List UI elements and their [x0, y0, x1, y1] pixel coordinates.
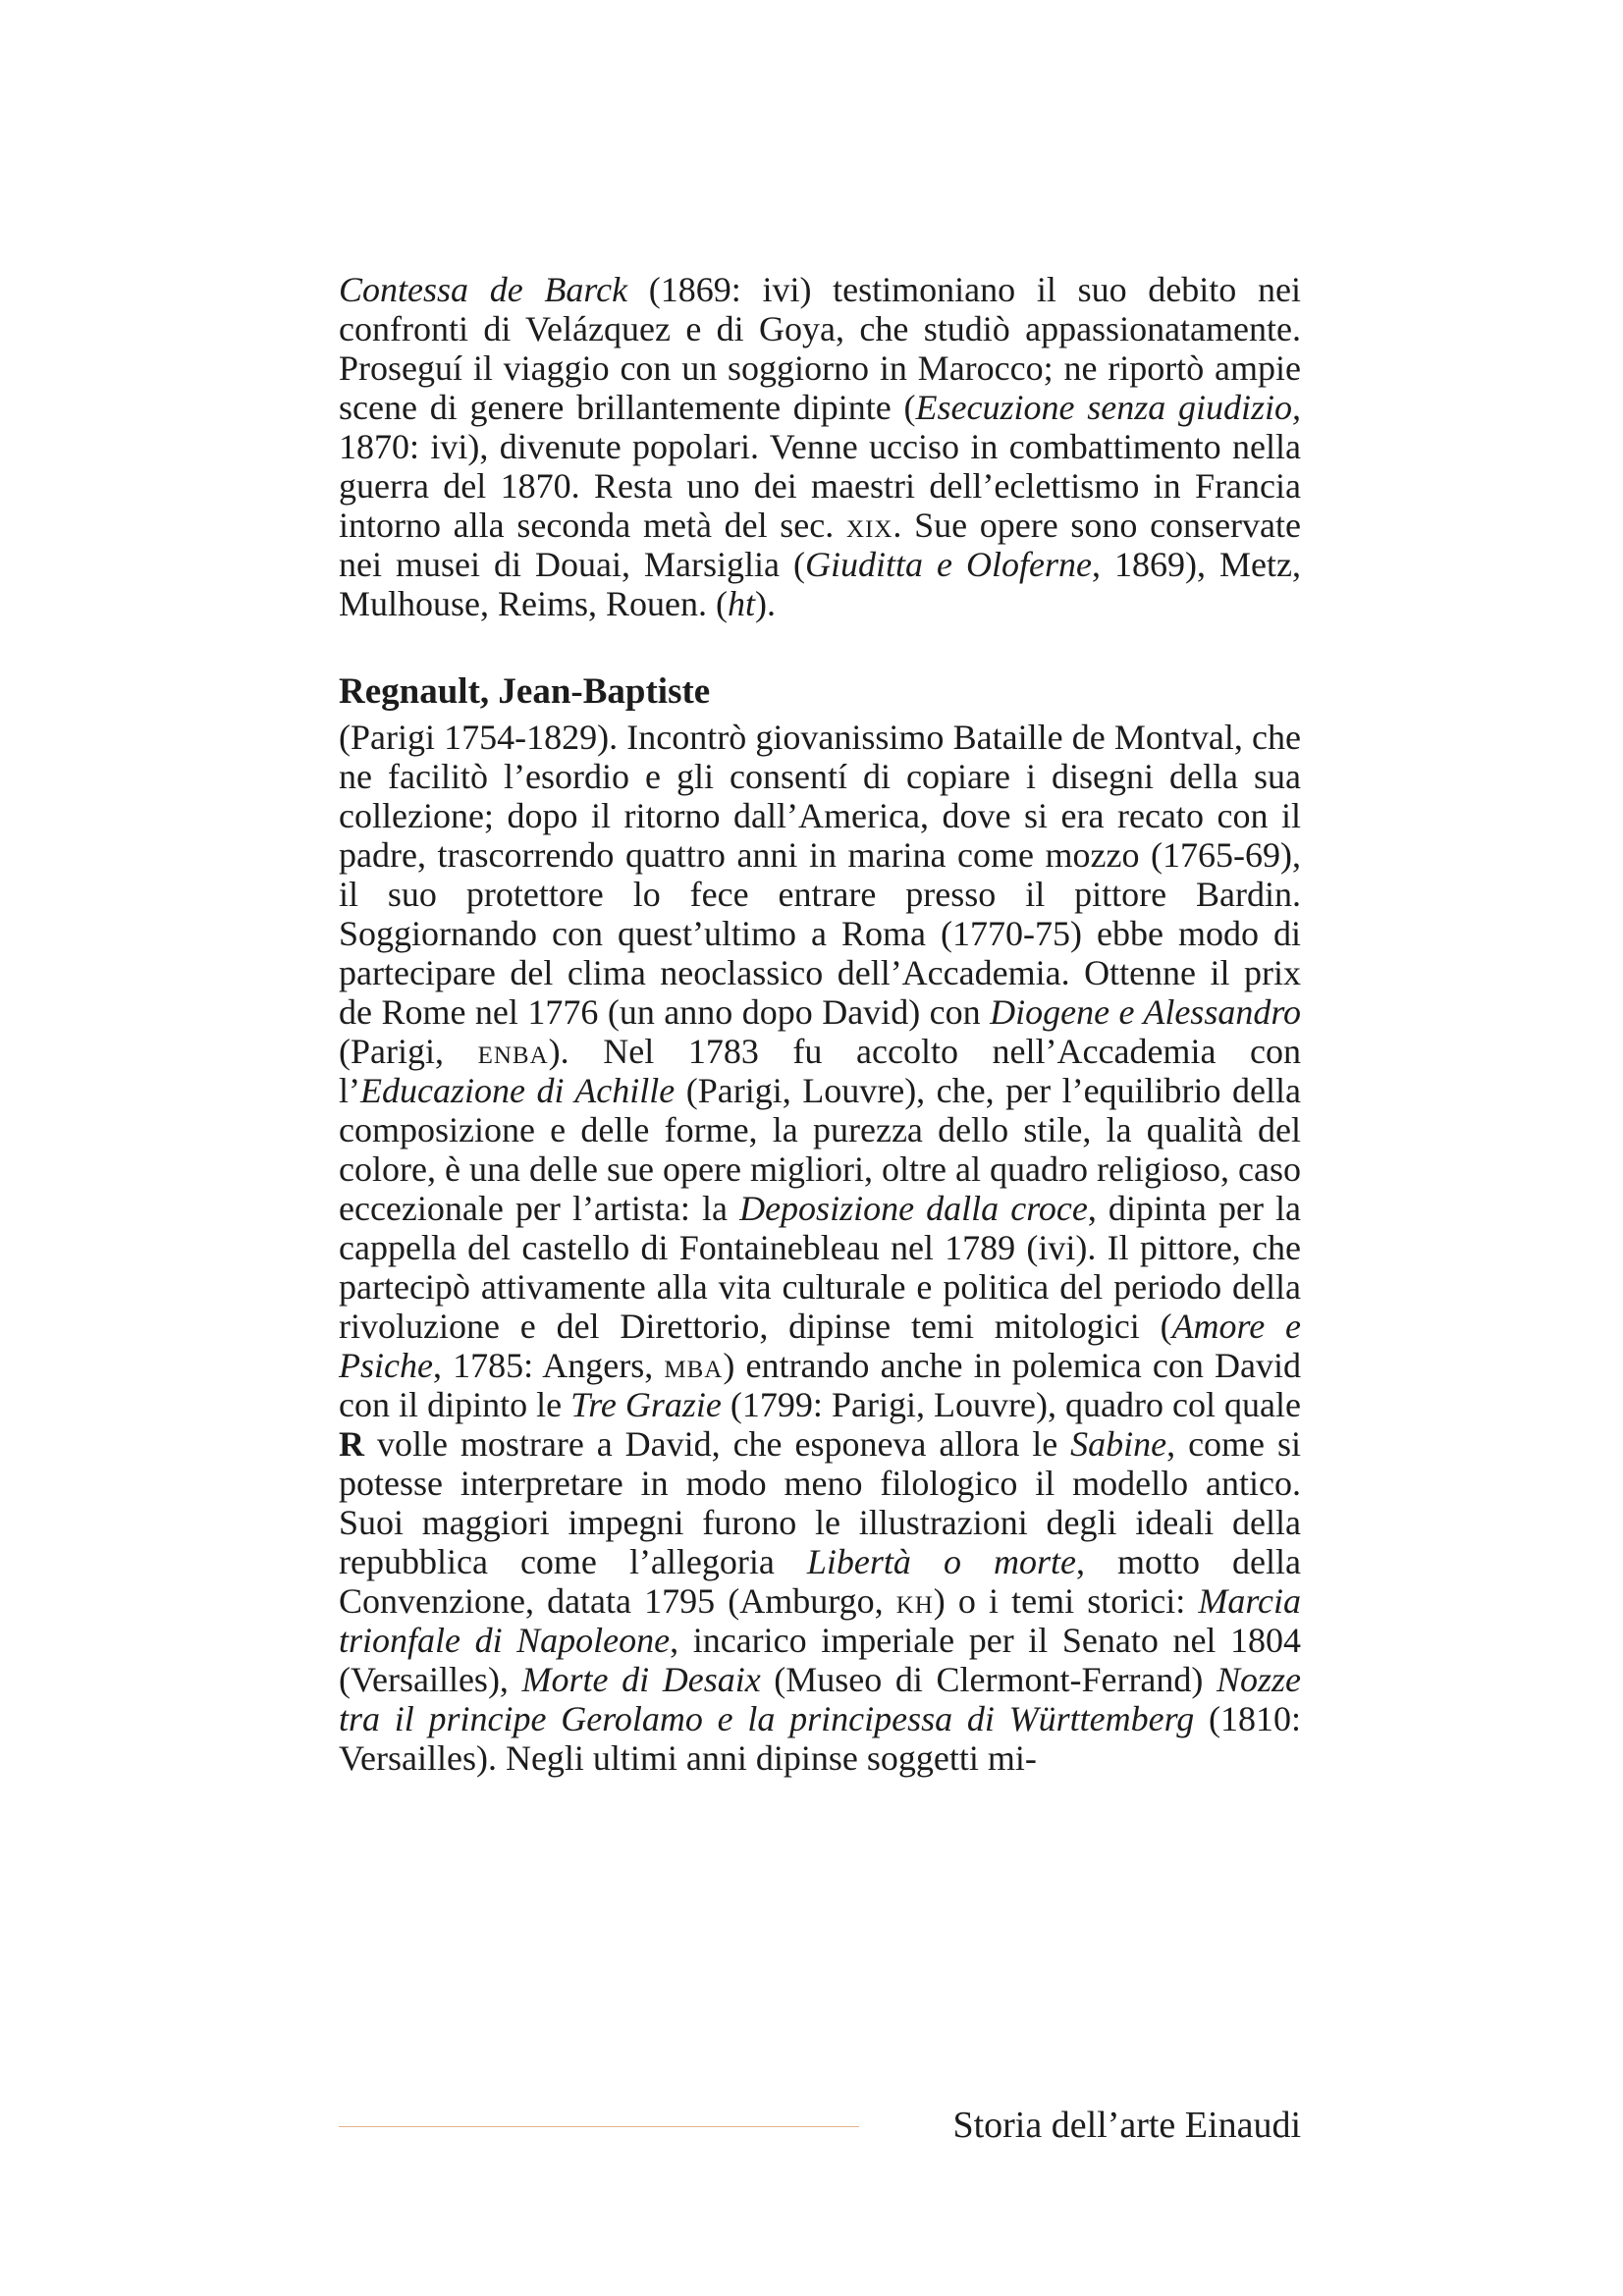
italic-title: ht	[727, 584, 755, 623]
text-run: ).	[755, 584, 776, 623]
text-run: (Museo di Clermont-Ferrand)	[760, 1660, 1217, 1699]
italic-title: Libertà o morte	[806, 1542, 1076, 1581]
text-run: (Parigi, Louvre), che, per l’equilibrio della composizione e delle forme, la purezza dello stile, la qualità del colore, è una delle sue opere migliori, oltre al quadro religioso, caso eccezionale per l’artista: la	[339, 1071, 1302, 1228]
footer-rule	[339, 2126, 859, 2127]
text-run: , 1785: Angers,	[432, 1346, 665, 1385]
intro-paragraph	[339, 270, 1301, 623]
small-caps-abbreviation: kh	[895, 1581, 934, 1621]
italic-title: Morte di Desaix	[521, 1660, 761, 1699]
italic-title: Esecuzione senza giudizio,	[915, 388, 1301, 427]
text-run: 1870: ivi), divenute popolari. Venne ucciso in combattimento nella guerra del 1870. Resta uno dei maestri dell’eclettismo in Francia intorno alla seconda metà del sec.	[339, 427, 1301, 545]
text-run: ). Nel 1783 fu accolto nell’Accademia con l’	[339, 1032, 1301, 1110]
small-caps-abbreviation: xix	[845, 506, 893, 545]
italic-title: Deposizione dalla croce	[739, 1189, 1088, 1228]
small-caps-abbreviation: mba	[664, 1346, 724, 1385]
text-run: , incarico imperiale per il Senato nel 1804 (Versailles),	[339, 1621, 1302, 1699]
text-run: . Sue opere sono conservate nei musei di Douai, Marsiglia (	[339, 506, 1301, 584]
text-run: , motto della Convenzione, datata 1795 (Amburgo,	[339, 1542, 1301, 1621]
text-run: (Parigi 1754-1829). Incontrò giovanissimo Bataille de Montval, che ne facilitò l’esordio e gli consentí di copiare i disegni della sua collezione; dopo il ritorno dall’America, dove si era recato con il padre, trascorrendo quattro anni in marina come mozzo (1765-69), il suo protettore lo fece entrare presso il pittore Bardin. Soggiornando con quest’ultimo a Roma (1770-75) ebbe modo di partecipare del clima neoclassico dell’Accademia. Ottenne il prix de Rome nel 1776 (un anno dopo David) con	[339, 718, 1301, 1032]
text-run: (1869: ivi) testimoniano il suo debito nei confronti di Velázquez e di Goya, che studiò appassionatamente. Proseguí il viaggio con un soggiorno in Marocco; ne riportò ampie scene di genere brillantemente dipinte (	[339, 270, 1301, 427]
page-footer	[339, 2101, 1301, 2150]
text-run: , come si potesse interpretare in modo meno filologico il modello antico. Suoi maggiori impegni furono le illustrazioni degli ideali della repubblica come l’allegoria	[339, 1424, 1301, 1581]
italic-title: Tre Grazie	[570, 1385, 722, 1424]
text-run: (1799: Parigi, Louvre), quadro col quale	[721, 1385, 1301, 1424]
footer-title: Storia dell’arte Einaudi	[952, 2105, 1301, 2146]
bold-abbreviation: R	[339, 1424, 364, 1464]
text-run: (1810: Versailles). Negli ultimi anni dipinse soggetti mi-	[339, 1699, 1301, 1778]
text-run: (Parigi,	[339, 1032, 478, 1071]
small-caps-abbreviation: enba	[477, 1032, 549, 1071]
italic-title: Amore e Psiche	[339, 1307, 1301, 1385]
entry-body	[339, 718, 1301, 1778]
text-run: , dipinta per la cappella del castello di Fontainebleau nel 1789 (ivi). Il pittore, che partecipò attivamente alla vita culturale e politica del periodo della rivoluzione e del Direttorio, dipinse temi mitologici (	[339, 1189, 1301, 1346]
italic-title: Sabine	[1070, 1424, 1167, 1464]
italic-title: Nozze tra il principe Gerolamo e la principessa di Württemberg	[339, 1660, 1302, 1738]
italic-title: Diogene e Alessandro	[990, 992, 1301, 1032]
italic-title: Giuditta e Oloferne	[805, 545, 1092, 584]
text-run: volle mostrare a David, che esponeva allora le	[364, 1424, 1071, 1464]
italic-title: Contessa de Barck	[339, 270, 628, 309]
text-run: ) o i temi storici:	[933, 1581, 1199, 1621]
page-content	[339, 270, 1301, 1778]
text-run: ) entrando anche in polemica con David con il dipinto le	[339, 1346, 1301, 1424]
text-run: , 1869), Metz, Mulhouse, Reims, Rouen. (	[339, 545, 1301, 623]
entry-heading: Regnault, Jean-Baptiste	[339, 671, 711, 712]
italic-title: Educazione di Achille	[360, 1071, 676, 1110]
italic-title: Marcia trionfale di Napoleone	[339, 1581, 1301, 1660]
